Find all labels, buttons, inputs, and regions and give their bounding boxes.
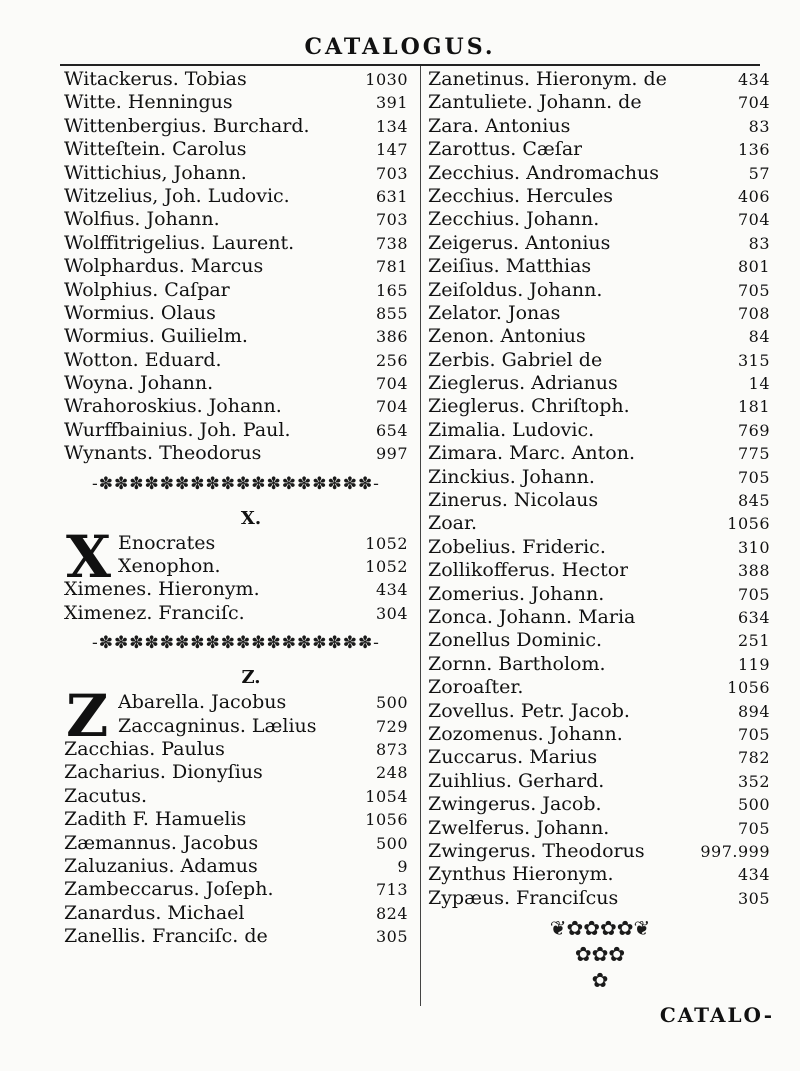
entry-name: Zynthus Hieronym.	[428, 863, 614, 886]
entry-page: 305	[375, 927, 408, 947]
list-item	[64, 325, 408, 348]
list-item	[428, 68, 770, 91]
z-section	[64, 661, 408, 948]
list-item	[428, 442, 770, 465]
list-item	[428, 349, 770, 372]
entry-page: 782	[737, 748, 770, 768]
list-item	[428, 208, 770, 231]
list-item	[428, 419, 770, 442]
entry-name: Zovellus. Petr. Jacob.	[428, 699, 630, 722]
list-item	[428, 395, 770, 418]
entry-name: Zomerius. Johann.	[428, 582, 605, 605]
entry-page: 147	[375, 140, 408, 160]
entry-name: Zonellus Dominic.	[428, 629, 603, 652]
entry-name: Zwingerus. Theodorus	[428, 839, 645, 862]
entry-page: 119	[737, 654, 770, 674]
list-item	[428, 817, 770, 840]
entry-page: 775	[737, 444, 770, 464]
entry-page: 1056	[365, 810, 408, 830]
section-heading: X.	[240, 507, 262, 529]
list-item	[428, 583, 770, 606]
catchword: CATALO-	[659, 1003, 774, 1027]
entry-name: Zanetinus. Hieronym. de	[428, 68, 667, 90]
page-title: CATALOGUS.	[304, 34, 496, 60]
drop-cap: X	[66, 522, 112, 591]
list-item	[64, 925, 408, 948]
entry-name: Zoroaſter.	[428, 676, 524, 699]
entry-name: Zantuliete. Johann. de	[428, 91, 642, 114]
entry-page: 654	[375, 420, 408, 440]
entry-name: Zadith F. Hamuelis	[64, 808, 247, 831]
entry-page: 634	[737, 607, 770, 627]
entry-page: 83	[748, 233, 770, 253]
list-item	[64, 255, 408, 278]
list-item	[428, 840, 770, 863]
entry-name: Zoar.	[428, 512, 478, 535]
entry-page: 406	[737, 186, 770, 206]
list-item	[64, 232, 408, 255]
list-item	[428, 536, 770, 559]
tailpiece-row: ❦✿✿✿✿❦	[549, 916, 651, 940]
list-item	[428, 115, 770, 138]
list-item	[64, 208, 408, 231]
tailpiece-row: ✿✿✿	[574, 942, 626, 966]
list-item	[428, 185, 770, 208]
entry-page: 1030	[365, 70, 408, 89]
list-item	[64, 761, 408, 784]
entry-page: 434	[375, 580, 408, 600]
entry-name: Zenon. Antonius	[428, 325, 586, 348]
list-item	[64, 395, 408, 418]
list-item	[64, 555, 408, 578]
entry-name: Zecchius. Andromachus	[428, 161, 659, 184]
entry-page: 704	[375, 397, 408, 417]
entry-page: 705	[737, 584, 770, 604]
entry-page: 165	[375, 280, 408, 300]
list-item	[64, 878, 408, 901]
entry-name: Witzelius, Joh. Ludovic.	[64, 184, 290, 207]
entry-name: Abarella. Jacobus	[118, 691, 287, 714]
entry-page: 57	[748, 163, 770, 183]
entry-page: 136	[737, 140, 770, 160]
entry-name: Woyna. Johann.	[64, 372, 214, 395]
entry-name: Zelator. Jonas	[428, 301, 561, 324]
entry-name: Zinckius. Johann.	[428, 465, 595, 488]
entry-page: 9	[397, 856, 408, 876]
list-item	[428, 512, 770, 535]
list-item	[64, 91, 408, 114]
entry-name: Zerbis. Gabriel de	[428, 348, 603, 371]
list-item	[64, 68, 408, 91]
entry-name: Zanellis. Franciſc. de	[64, 925, 268, 948]
entry-name: Zollikofferus. Hector	[428, 559, 629, 582]
ornament-divider: -✽✽✽✽✽✽✽✽✽✽✽✽✽✽✽✽✽✽-	[92, 473, 380, 494]
entry-name: Wolffitrigelius. Laurent.	[64, 231, 295, 254]
entry-page: 704	[375, 374, 408, 394]
entry-page: 181	[737, 397, 770, 417]
entry-name: Wormius. Guilielm.	[64, 325, 248, 348]
entry-page: 997.999	[700, 841, 770, 861]
list-item	[428, 723, 770, 746]
list-item	[64, 532, 408, 555]
entry-name: Wynants. Theodorus	[64, 442, 262, 465]
entry-page: 769	[737, 420, 770, 440]
list-item	[428, 325, 770, 348]
list-item	[64, 602, 408, 625]
entry-page: 1052	[365, 533, 408, 553]
entry-page: 1056	[727, 514, 770, 534]
list-item	[64, 578, 408, 601]
list-item	[64, 691, 408, 714]
entry-name: Wurffbainius. Joh. Paul.	[64, 418, 291, 441]
entry-name: Zecchius. Hercules	[428, 184, 613, 207]
entry-name: Zecchius. Johann.	[428, 208, 600, 231]
list-item	[428, 372, 770, 395]
list-item	[428, 653, 770, 676]
drop-cap: Z	[66, 682, 109, 751]
list-item	[428, 489, 770, 512]
entry-page: 14	[748, 374, 770, 394]
list-item	[64, 279, 408, 302]
entry-page: 713	[375, 880, 408, 900]
entry-page: 845	[737, 491, 770, 511]
list-item	[428, 255, 770, 278]
x-section	[64, 502, 408, 626]
entry-name: Xenophon.	[118, 555, 221, 578]
entry-name: Zaccagninus. Lælius	[118, 714, 317, 737]
list-item	[64, 419, 408, 442]
entry-page: 248	[375, 763, 408, 783]
entry-name: Zieglerus. Chriſtoph.	[428, 395, 630, 418]
entry-page: 500	[375, 693, 408, 713]
entry-name: Wrahoroskius. Johann.	[64, 395, 282, 418]
list-item	[64, 808, 408, 831]
entry-page: 83	[748, 116, 770, 136]
entry-page: 781	[375, 257, 408, 277]
entry-name: Zornn. Bartholom.	[428, 652, 606, 675]
list-item	[428, 559, 770, 582]
entry-name: Zeiſoldus. Johann.	[428, 278, 603, 301]
entry-name: Ximenez. Franciſc.	[64, 601, 245, 624]
entry-page: 434	[737, 70, 770, 89]
entry-page: 801	[737, 257, 770, 277]
entry-name: Zæmannus. Jacobus	[64, 831, 259, 854]
entry-name: Wolphardus. Marcus	[64, 255, 264, 278]
list-item	[64, 138, 408, 161]
entry-page: 434	[737, 865, 770, 885]
entry-page: 705	[737, 467, 770, 487]
entry-name: Wittichius, Johann.	[64, 161, 247, 184]
list-item	[428, 629, 770, 652]
list-item	[428, 793, 770, 816]
entry-page: 310	[737, 537, 770, 557]
entry-page: 352	[737, 771, 770, 791]
list-item	[64, 162, 408, 185]
entry-name: Zeiſius. Matthias	[428, 255, 592, 278]
list-item	[428, 466, 770, 489]
entry-name: Wotton. Eduard.	[64, 348, 222, 371]
entry-page: 84	[748, 327, 770, 347]
entry-page: 1052	[365, 557, 408, 577]
entry-name: Zozomenus. Johann.	[428, 722, 623, 745]
list-item	[64, 715, 408, 738]
entry-name: Zara. Antonius	[428, 114, 571, 137]
entry-page: 1056	[727, 678, 770, 698]
list-item	[428, 606, 770, 629]
header-rule	[60, 64, 760, 66]
list-item	[428, 232, 770, 255]
entry-page: 500	[375, 833, 408, 853]
list-item	[428, 700, 770, 723]
list-item	[64, 738, 408, 761]
right-column	[428, 68, 770, 910]
entry-page: 134	[375, 116, 408, 136]
entry-name: Zarottus. Cæſar	[428, 138, 583, 161]
list-item	[64, 372, 408, 395]
entry-name: Wolphius. Caſpar	[64, 278, 230, 301]
entry-page: 631	[375, 186, 408, 206]
list-item	[428, 887, 770, 910]
list-item	[64, 855, 408, 878]
entry-name: Zieglerus. Adrianus	[428, 372, 618, 395]
list-item	[64, 115, 408, 138]
entry-name: Wittenbergius. Burchard.	[64, 114, 310, 137]
entry-name: Zinerus. Nicolaus	[428, 489, 599, 512]
entry-page: 855	[375, 303, 408, 323]
entry-name: Zuccarus. Marius	[428, 746, 598, 769]
list-item	[428, 91, 770, 114]
entry-name: Zacharius. Dionyſius	[64, 761, 263, 784]
list-item	[428, 302, 770, 325]
entry-name: Zimalia. Ludovic.	[428, 418, 595, 441]
tailpiece-ornament	[500, 915, 700, 993]
entry-name: Witackerus. Tobias	[64, 68, 247, 90]
entry-name: Zacutus.	[64, 784, 148, 807]
list-item	[64, 785, 408, 808]
entry-page: 388	[737, 561, 770, 581]
list-item	[64, 902, 408, 925]
tailpiece-row: ✿	[591, 968, 609, 992]
entry-name: Enocrates	[118, 531, 216, 554]
list-item	[428, 746, 770, 769]
ornament-divider: -✽✽✽✽✽✽✽✽✽✽✽✽✽✽✽✽✽✽-	[92, 633, 380, 654]
entry-name: Zaluzanius. Adamus	[64, 854, 258, 877]
entry-page: 305	[737, 888, 770, 908]
w-section	[64, 68, 408, 466]
list-item	[64, 349, 408, 372]
entry-page: 997	[375, 444, 408, 464]
entry-name: Zambeccarus. Joſeph.	[64, 878, 274, 901]
list-item	[64, 302, 408, 325]
entry-page: 386	[375, 327, 408, 347]
list-item	[428, 138, 770, 161]
list-item	[64, 185, 408, 208]
column-divider	[420, 66, 421, 1006]
entry-page: 705	[737, 818, 770, 838]
entry-name: Witteſtein. Carolus	[64, 138, 247, 161]
entry-name: Zacchias. Paulus	[64, 737, 225, 760]
entry-name: Zeigerus. Antonius	[428, 231, 611, 254]
entry-name: Witte. Henningus	[64, 91, 233, 114]
entry-page: 894	[737, 701, 770, 721]
entry-page: 703	[375, 163, 408, 183]
list-item	[428, 676, 770, 699]
entry-page: 1054	[365, 786, 408, 806]
entry-name: Ximenes. Hieronym.	[64, 578, 260, 601]
entry-page: 708	[737, 303, 770, 323]
entry-page: 251	[737, 631, 770, 651]
entry-page: 705	[737, 724, 770, 744]
entry-name: Zanardus. Michael	[64, 901, 245, 924]
entry-name: Zonca. Johann. Maria	[428, 605, 636, 628]
entry-name: Zuihlius. Gerhard.	[428, 769, 605, 792]
entry-page: 704	[737, 210, 770, 230]
entry-page: 304	[375, 603, 408, 623]
entry-page: 738	[375, 233, 408, 253]
entry-page: 729	[375, 716, 408, 736]
list-item	[64, 832, 408, 855]
entry-page: 315	[737, 350, 770, 370]
entry-page: 704	[737, 93, 770, 113]
entry-page: 873	[375, 739, 408, 759]
entry-name: Zwelferus. Johann.	[428, 816, 610, 839]
entry-name: Zwingerus. Jacob.	[428, 793, 602, 816]
entry-name: Zimara. Marc. Anton.	[428, 442, 636, 465]
entry-page: 705	[737, 280, 770, 300]
list-item	[428, 279, 770, 302]
left-column	[64, 68, 408, 949]
entry-name: Zobelius. Frideric.	[428, 535, 606, 558]
entry-name: Wolfius. Johann.	[64, 208, 220, 231]
entry-page: 391	[375, 93, 408, 113]
entry-name: Zypæus. Franciſcus	[428, 886, 619, 909]
entry-name: Wormius. Olaus	[64, 301, 216, 324]
entry-page: 824	[375, 903, 408, 923]
entry-page: 703	[375, 210, 408, 230]
list-item	[428, 162, 770, 185]
section-heading: Z.	[241, 667, 261, 689]
list-item	[428, 863, 770, 886]
entry-page: 500	[737, 795, 770, 815]
list-item	[64, 442, 408, 465]
list-item	[428, 770, 770, 793]
entry-page: 256	[375, 350, 408, 370]
